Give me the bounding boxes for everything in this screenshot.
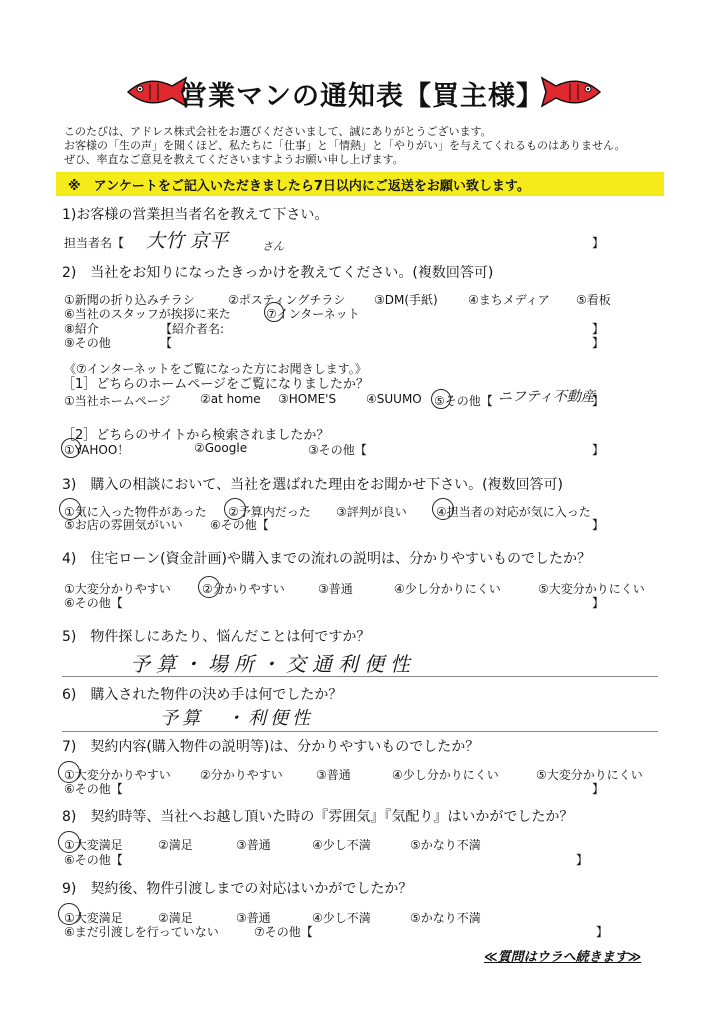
q2-question: 2) 当社をお知りになったきっかけを教えてください。(複数回答可) [62, 265, 494, 281]
q9-option-1-circle-mark [58, 903, 80, 925]
q2-option-6: ⑥当社のスタッフが挨拶に来た [64, 307, 231, 321]
q3-option-5: ⑤お店の雰囲気がいい [64, 518, 183, 532]
q8-option-5: ⑤かなり不満 [410, 838, 481, 852]
q9-question: 9) 契約後、物件引渡しまでの対応はいかがでしたか？ [62, 881, 413, 897]
q2-option-8: ⑧紹介 [64, 322, 99, 336]
q2sub1-option-4: ④SUUMO [366, 392, 422, 406]
q7-close: 】 [592, 782, 605, 796]
q4-option-5: ⑤大変分かりにくい [538, 582, 645, 596]
intro-line-3: ぜひ、率直なご意見を教えてくださいますようお願い申し上げます。 [64, 153, 404, 166]
q3-option-4: ④担当者の対応が気に入った [436, 505, 591, 519]
q9-option-6: ⑥まだ引渡しを行っていない [64, 925, 219, 939]
q9-option-4: ④少し不満 [312, 911, 371, 925]
q4-option-3: ③普通 [318, 582, 353, 596]
q6-answer-line [62, 731, 658, 732]
q2sub1-option-5-circle-mark [431, 389, 451, 409]
q8-option-6: ⑥その他【 [64, 853, 123, 867]
q8-question: 8) 契約時等、当社へお越し頂いた時の『雰囲気』『気配り』はいかがでしたか？ [62, 809, 574, 825]
q1-question: 1)お客様の営業担当者名を教えて下さい。 [62, 207, 329, 223]
q2-other-close: 】 [592, 336, 605, 350]
q2-introducer-close: 】 [592, 322, 605, 336]
fish-right-icon [538, 72, 608, 112]
notice-banner [56, 172, 664, 196]
q8-close: 】 [576, 853, 589, 867]
q4-option-1: ①大変分かりやすい [64, 582, 171, 596]
intro-line-2: お客様の「生の声」を聞くほど、私たちに「仕事」と「情熱」と「やりがい」を与えてくれるものはありません。 [64, 139, 626, 152]
q2sub-heading: 《⑦インターネットをご覧になった方にお聞きします。》 [64, 362, 367, 376]
q1-answer: 大竹 京平 [146, 230, 229, 252]
q3-question: 3) 購入の相談において、当社を選ばれた理由をお聞かせ下さい。(複数回答可) [62, 477, 564, 493]
q7-option-6: ⑥その他【 [64, 782, 123, 796]
q2sub1-option-3: ③HOME'S [278, 392, 337, 406]
q1-close: 】 [592, 236, 605, 250]
q5-answer-line [62, 676, 658, 677]
q2sub2-option-1: ①YAHOO！ [64, 443, 130, 457]
q1-suffix: さん [262, 240, 284, 253]
q2-option-7: ⑦インターネット [266, 307, 360, 321]
q5-answer: 予算・場所・交通利便性 [130, 652, 416, 676]
q2-option-3: ③DM(手紙) [374, 293, 438, 307]
q2sub1-question: ［1］どちらのホームページをご覧になりましたか？ [62, 377, 370, 392]
q7-option-3: ③普通 [316, 768, 351, 782]
q8-option-2: ②満足 [158, 838, 193, 852]
q9-close: 】 [596, 925, 609, 939]
q2sub2-close: 】 [592, 443, 605, 457]
q3-option-3: ③評判が良い [336, 505, 407, 519]
q9-option-1: ①大変満足 [64, 911, 123, 925]
q7-option-5: ⑤大変分かりにくい [536, 768, 643, 782]
q2sub2-option-3: ③その他【 [308, 443, 367, 457]
q2-option-9: ⑨その他 [64, 336, 111, 350]
q2-option-7-circle-mark [264, 302, 284, 322]
q1-label: 担当者名【 [64, 236, 125, 250]
q4-option-2: ②分かりやすい [202, 582, 285, 596]
q2sub1-option-1: ①当社ホームページ [64, 394, 171, 408]
q3-close: 】 [592, 518, 605, 532]
q3-option-2: ②予算内だった [228, 505, 311, 519]
q2sub2-option-1-circle-mark [61, 438, 81, 458]
q2-option-1: ①新聞の折り込みチラシ [64, 293, 195, 307]
q3-option-6: ⑥その他【 [210, 518, 269, 532]
q8-option-1: ①大変満足 [64, 838, 123, 852]
q2-other-open: 【 [160, 336, 173, 350]
footer-continue-note: ≪質問はウラへ続きます≫ [484, 950, 642, 965]
q2sub2-question: ［2］どちらのサイトから検索されましたか？ [62, 428, 330, 443]
q4-question: 4) 住宅ローン(資金計画)や購入までの流れの説明は、分かりやすいものでしたか？ [62, 551, 592, 567]
q9-option-5: ⑤かなり不満 [410, 911, 481, 925]
q2sub2-option-2: ②Google [194, 441, 248, 455]
q7-question: 7) 契約内容(購入物件の説明等)は、分かりやすいものでしたか？ [62, 739, 480, 755]
q4-option-6: ⑥その他【 [64, 596, 123, 610]
q9-option-3: ③普通 [236, 911, 271, 925]
q6-answer: 予算 ・利便性 [160, 708, 314, 729]
q2sub1-close: 】 [592, 394, 605, 408]
q2sub1-answer: ニフティ不動産 [498, 389, 595, 405]
q8-option-3: ③普通 [236, 838, 271, 852]
intro-line-1: このたびは、アドレス株式会社をお選びくださいまして、誠にありがとうございます。 [64, 125, 492, 138]
q3-option-4-circle-mark [432, 498, 454, 520]
q9-option-7: ⑦その他【 [254, 925, 313, 939]
q6-question: 6) 購入された物件の決め手は何でしたか？ [62, 687, 343, 703]
q2sub1-option-2: ②at home [200, 392, 261, 406]
q5-question: 5) 物件探しにあたり、悩んだことは何ですか？ [62, 629, 371, 645]
q4-option-2-circle-mark [198, 576, 220, 598]
q7-option-2: ②分かりやすい [200, 768, 283, 782]
q9-option-2: ②満足 [158, 911, 193, 925]
q8-option-1-circle-mark [58, 831, 80, 853]
q4-option-4: ④少し分かりにくい [394, 582, 501, 596]
q8-option-4: ④少し不満 [312, 838, 371, 852]
q4-close: 】 [592, 596, 605, 610]
q2-option-5: ⑤看板 [576, 293, 611, 307]
q2-option-2: ②ポスティングチラシ [228, 293, 346, 307]
q3-option-1: ①気に入った物件があった [64, 505, 207, 519]
q2-introducer-label: 【紹介者名: [160, 322, 225, 336]
q7-option-4: ④少し分かりにくい [392, 768, 499, 782]
page-title: 営業マンの通知表【買主様】 [180, 81, 544, 112]
q2-option-4: ④まちメディア [468, 293, 550, 307]
q7-option-1: ①大変分かりやすい [64, 768, 171, 782]
q2sub1-option-5: ⑤その他【 [434, 394, 493, 408]
notice-banner-text: ※ アンケートをご記入いただきましたら7日以内にご返送をお願い致します。 [68, 179, 530, 194]
